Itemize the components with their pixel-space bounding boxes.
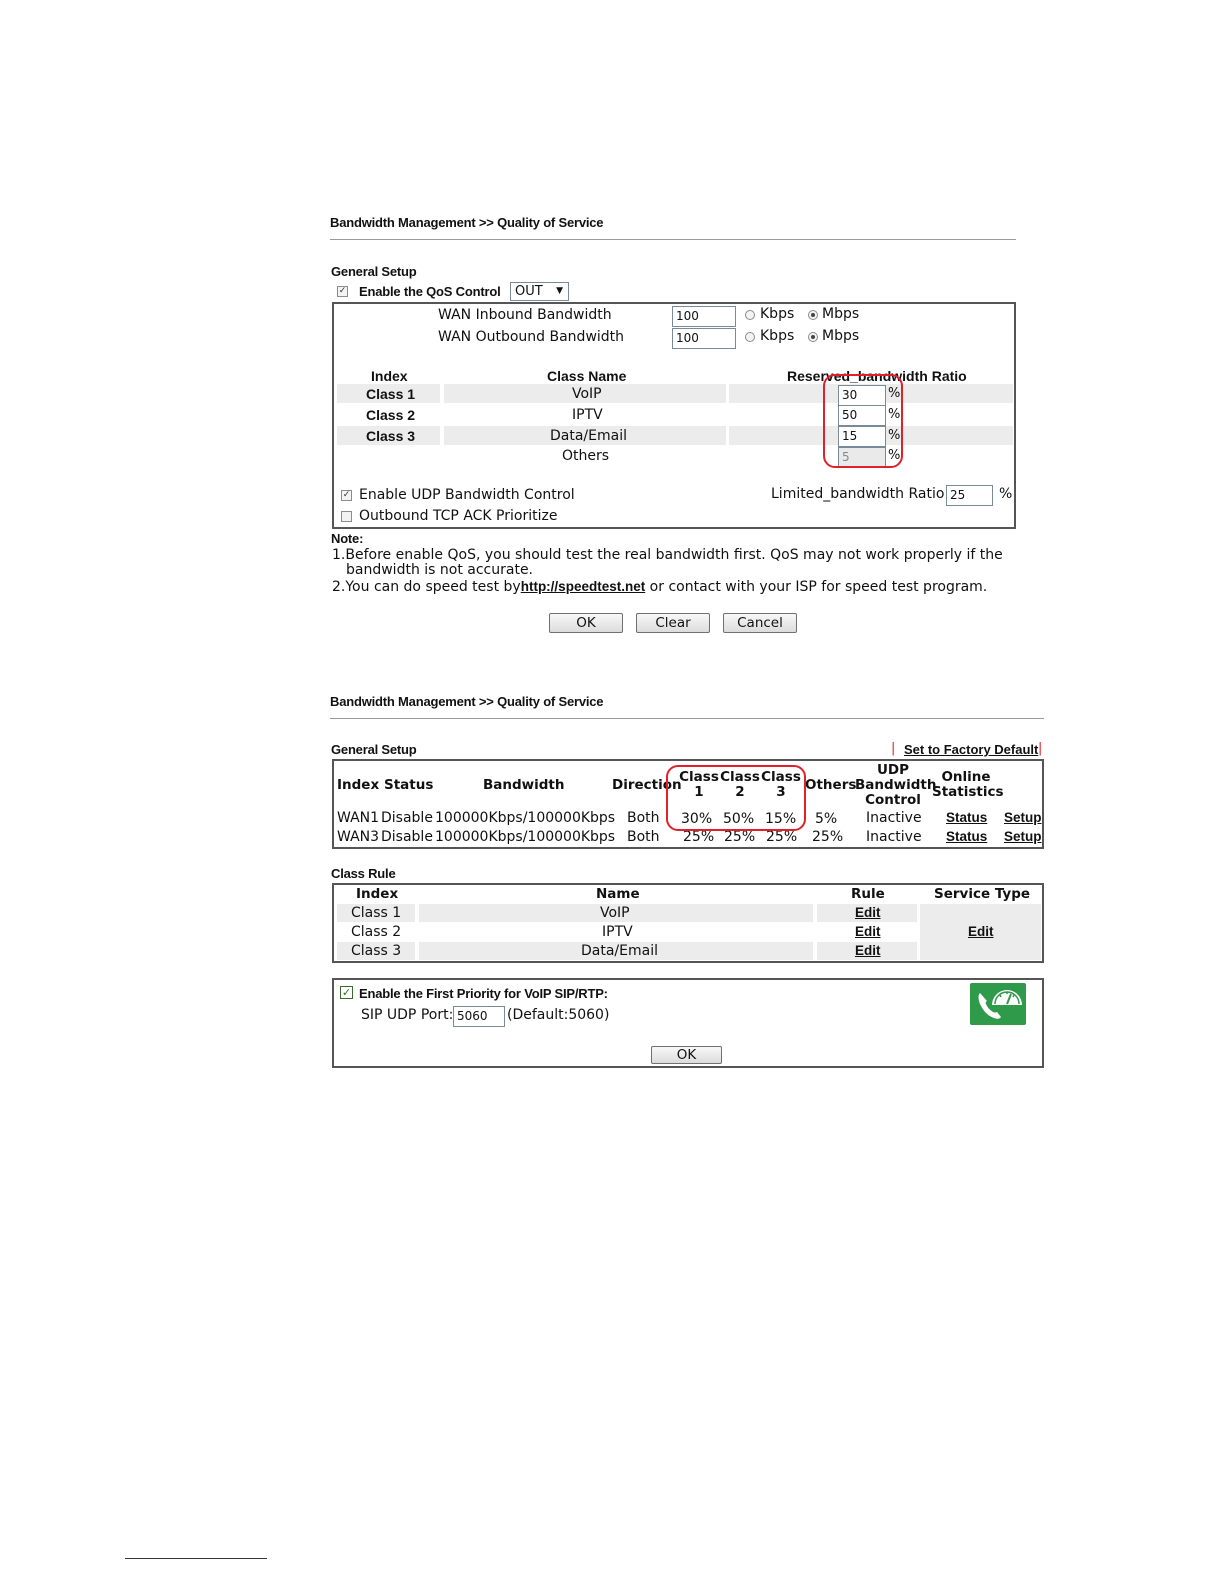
col-bandwidth-header: Bandwidth <box>483 777 565 793</box>
rule-edit-link[interactable]: Edit <box>855 905 881 920</box>
note-line-1: 1.Before enable QoS, you should test the real bandwidth first. QoS may not work properly if the <box>332 547 1003 563</box>
col-index-header: Index <box>337 777 380 793</box>
col-direction-header: Direction <box>612 777 682 793</box>
inbound-mbps-label: Mbps <box>822 306 860 322</box>
percent-sign: % <box>888 448 901 463</box>
enable-qos-label: Enable the QoS Control <box>359 284 501 299</box>
wan-inbound-input[interactable]: 100 <box>672 306 736 327</box>
wan-class3: 15% <box>765 811 797 827</box>
note-title: Note: <box>331 531 364 546</box>
class-name: IPTV <box>572 407 603 423</box>
online-line-2: Statistics <box>932 784 1004 800</box>
separator: | <box>1038 741 1043 756</box>
outbound-kbps-radio[interactable] <box>745 332 755 342</box>
voip-priority-label: Enable the First Priority for VoIP SIP/RTP: <box>359 986 608 1001</box>
wan-class3: 25% <box>766 829 798 845</box>
col-ratio-header: Reserved_bandwidth Ratio <box>787 368 967 384</box>
outbound-mbps-label: Mbps <box>822 328 860 344</box>
class-number: 2 <box>735 784 745 800</box>
inbound-mbps-radio[interactable] <box>808 310 818 320</box>
rule-index: Class 2 <box>351 924 402 940</box>
status-link[interactable]: Status <box>946 810 988 825</box>
sip-port-label: SIP UDP Port: <box>361 1007 454 1023</box>
wan-direction: Both <box>627 829 660 845</box>
title-divider <box>330 239 1016 240</box>
class-rule-heading: Class Rule <box>331 866 396 881</box>
others-name: Others <box>562 448 610 464</box>
percent-sign: % <box>888 428 901 443</box>
udp-control-checkbox[interactable]: ✓ <box>342 490 351 500</box>
voip-phone-icon <box>970 983 1026 1025</box>
inbound-kbps-label: Kbps <box>760 306 795 322</box>
footnote-rule <box>125 1558 267 1559</box>
limited-ratio-label: Limited_bandwidth Ratio <box>771 486 945 502</box>
wan-class1: 30% <box>681 811 713 827</box>
voip-priority-checkbox[interactable]: ✓ <box>341 986 352 999</box>
speedtest-link[interactable]: http://speedtest.net <box>520 579 646 594</box>
class3-ratio-input[interactable]: 15 <box>838 426 886 447</box>
note-line-2 <box>332 579 987 595</box>
class1-ratio-input[interactable]: 30 <box>838 385 886 406</box>
wan-others: 5% <box>815 811 838 827</box>
wan-direction: Both <box>627 810 660 826</box>
ok-button[interactable]: OK <box>549 613 623 633</box>
wan-bandwidth: 100000Kbps/100000Kbps <box>435 810 616 826</box>
qos-direction-select[interactable] <box>510 282 569 301</box>
rule-name-header: Name <box>596 886 640 902</box>
wan-inbound-label: WAN Inbound Bandwidth <box>438 307 612 323</box>
class-index: Class 2 <box>366 407 416 423</box>
udp-line-3: Control <box>865 792 921 808</box>
cancel-button[interactable]: Cancel <box>723 613 797 633</box>
wan-udp: Inactive <box>866 829 922 845</box>
separator: | <box>891 741 896 756</box>
udp-line-2: Bandwidth <box>855 777 937 793</box>
status-link[interactable]: Status <box>946 829 988 844</box>
class-index: Class 1 <box>366 386 416 402</box>
ratio-highlight <box>823 374 903 468</box>
class-word: Class <box>761 769 801 785</box>
rule-name: VoIP <box>600 905 630 921</box>
class-word: Class <box>720 769 760 785</box>
others-ratio-input: 5 <box>838 447 886 468</box>
class-word: Class <box>679 769 719 785</box>
voip-ok-button[interactable]: OK <box>651 1046 722 1064</box>
rule-edit-link[interactable]: Edit <box>855 924 881 939</box>
rule-name: Data/Email <box>581 943 658 959</box>
chevron-down-icon: ▼ <box>556 286 563 296</box>
class-number: 1 <box>694 784 704 800</box>
service-type-edit-link[interactable]: Edit <box>968 924 994 939</box>
tcp-ack-checkbox[interactable] <box>341 511 352 522</box>
wan-outbound-label: WAN Outbound Bandwidth <box>438 329 625 345</box>
class-name: Data/Email <box>550 428 627 444</box>
class-number: 3 <box>776 784 786 800</box>
setup-link[interactable]: Setup <box>1004 810 1042 825</box>
wan-index: WAN3 <box>337 829 380 845</box>
qos-direction-value: OUT <box>515 284 543 299</box>
class-index: Class 3 <box>366 428 416 444</box>
factory-default-link[interactable]: Set to Factory Default <box>904 742 1039 757</box>
col-status-header: Status <box>384 777 434 793</box>
limited-ratio-input[interactable]: 25 <box>946 485 993 506</box>
rule-index: Class 3 <box>351 943 402 959</box>
wan-class2: 25% <box>724 829 756 845</box>
col-others-header: Others <box>805 777 857 793</box>
wan-bandwidth: 100000Kbps/100000Kbps <box>435 829 616 845</box>
inbound-kbps-radio[interactable] <box>745 310 755 320</box>
wan-udp: Inactive <box>866 810 922 826</box>
wan-status: Disable <box>381 810 433 826</box>
wan-others: 25% <box>812 829 844 845</box>
col-udp-header <box>855 762 937 808</box>
percent-sign: % <box>999 486 1013 502</box>
note-line-2-text: 2.You can do speed test by <box>332 579 521 595</box>
wan-outbound-input[interactable]: 100 <box>672 328 736 349</box>
percent-sign: % <box>888 407 901 422</box>
wan-class1: 25% <box>683 829 715 845</box>
col-index-header: Index <box>371 368 408 384</box>
udp-line-1: UDP <box>876 762 910 778</box>
wan-index: WAN1 <box>337 810 380 826</box>
note-line-2-rest: or contact with your ISP for speed test program. <box>645 579 988 595</box>
online-line-1: Online <box>941 769 991 785</box>
percent-sign: % <box>888 386 901 401</box>
col-class-name-header: Class Name <box>547 368 627 384</box>
rule-index-header: Index <box>356 886 399 902</box>
general-setup-heading: General Setup <box>331 264 417 279</box>
setup-link[interactable]: Setup <box>1004 829 1042 844</box>
wan-class2: 50% <box>723 811 755 827</box>
class-name: VoIP <box>572 386 602 402</box>
sip-port-input[interactable]: 5060 <box>453 1006 505 1027</box>
outbound-mbps-radio[interactable] <box>808 332 818 342</box>
page-title: Bandwidth Management >> Quality of Service <box>330 215 604 230</box>
rule-edit-link[interactable]: Edit <box>855 943 881 958</box>
wan-status: Disable <box>381 829 433 845</box>
rule-rule-header: Rule <box>851 886 885 902</box>
outbound-kbps-label: Kbps <box>760 328 795 344</box>
rule-service-header: Service Type <box>934 886 1031 902</box>
page-title: Bandwidth Management >> Quality of Service <box>330 694 604 709</box>
general-setup-heading: General Setup <box>331 742 417 757</box>
tcp-ack-label: Outbound TCP ACK Prioritize <box>359 508 558 524</box>
voip-phone-icon-graphic <box>970 983 1026 1025</box>
col-online-header <box>932 769 1004 800</box>
class2-ratio-input[interactable]: 50 <box>838 405 886 426</box>
clear-button[interactable]: Clear <box>636 613 710 633</box>
rule-index: Class 1 <box>351 905 402 921</box>
class-ratio-highlight <box>666 765 806 831</box>
sip-port-default: (Default:5060) <box>507 1007 610 1023</box>
title-divider <box>330 718 1044 719</box>
note-line-1b: bandwidth is not accurate. <box>346 562 534 578</box>
enable-qos-checkbox[interactable]: ✓ <box>338 286 347 296</box>
rule-name: IPTV <box>602 924 633 940</box>
udp-control-label: Enable UDP Bandwidth Control <box>359 487 575 503</box>
